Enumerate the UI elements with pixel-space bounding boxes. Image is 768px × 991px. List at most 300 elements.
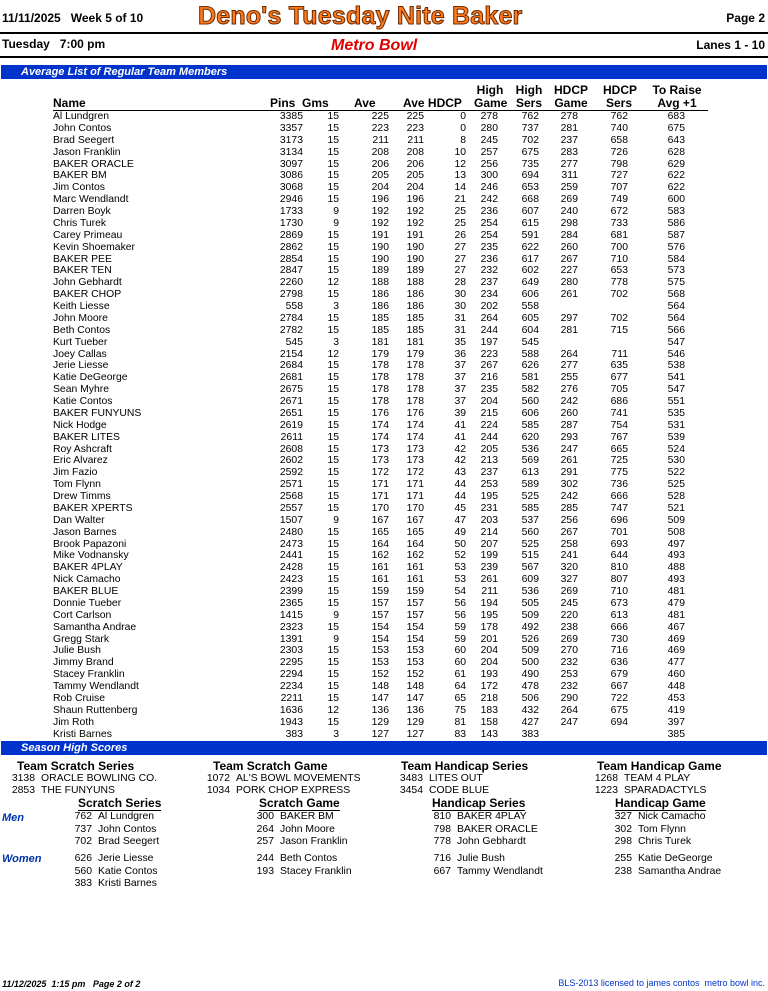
hdcp-series: 658 [610, 134, 628, 146]
games: 15 [327, 122, 339, 134]
hdcp-series: 675 [610, 704, 628, 716]
average: 174 [371, 419, 389, 431]
average: 178 [371, 372, 389, 384]
high-series: 525 [521, 491, 539, 502]
col-hdcp-sers-line2: Sers [605, 96, 633, 110]
pins: 2675 [279, 384, 303, 396]
score: 798 [433, 823, 451, 835]
hdcp-series: 644 [610, 550, 628, 562]
games: 15 [327, 182, 339, 194]
average: 173 [371, 443, 389, 455]
handicap: 30 [454, 301, 466, 312]
bowler-name: Joey Callas [53, 348, 107, 360]
high-game: 244 [480, 431, 498, 443]
to-raise: 469 [667, 633, 685, 645]
to-raise: 675 [667, 122, 685, 134]
handicap: 56 [454, 609, 466, 621]
pins: 2854 [279, 253, 303, 265]
table-row [0, 693, 768, 705]
games: 15 [327, 443, 339, 455]
ave-display: 178 [406, 396, 424, 407]
games: 15 [327, 194, 339, 206]
average: 190 [371, 241, 389, 253]
ave-display: 159 [406, 586, 424, 597]
individual-high-entry [427, 811, 527, 823]
table-row [0, 230, 768, 242]
handicap: 0 [460, 122, 466, 134]
games: 15 [327, 111, 339, 122]
pins: 2365 [279, 597, 303, 609]
high-series: 432 [521, 704, 539, 716]
table-row [0, 610, 768, 622]
games: 15 [327, 360, 339, 372]
bowler-name: John Contos [98, 823, 157, 835]
bowler-name: John Moore [53, 312, 108, 324]
handicap: 31 [454, 324, 466, 336]
average: 162 [371, 550, 389, 562]
average: 170 [371, 502, 389, 514]
high-series: 506 [521, 692, 539, 704]
team-high-entry [10, 773, 157, 785]
to-raise: 385 [667, 728, 685, 740]
hdcp-series: 810 [610, 562, 628, 574]
to-raise: 643 [667, 134, 685, 146]
games: 15 [327, 455, 339, 467]
table-row [0, 147, 768, 159]
bowler-name: Gregg Stark [53, 633, 110, 645]
high-game: 231 [480, 502, 498, 514]
to-raise: 538 [667, 360, 685, 372]
bowler-name: Mike Vodnansky [53, 550, 129, 562]
individual-high-entry [68, 878, 157, 890]
bowler-name: Jason Franklin [53, 146, 121, 158]
high-series: 490 [521, 669, 539, 681]
high-series: 737 [521, 122, 539, 134]
hdcp-game: 270 [560, 645, 578, 657]
handicap: 59 [454, 633, 466, 645]
score: 2853 [11, 785, 35, 796]
high-game: 158 [480, 716, 498, 728]
table-row [0, 206, 768, 218]
pins: 2847 [279, 265, 303, 277]
handicap: 59 [454, 621, 466, 633]
to-raise: 575 [667, 277, 685, 289]
bowler-name: Eric Alvarez [53, 455, 108, 467]
pins: 2684 [279, 360, 303, 372]
high-series: 536 [521, 586, 539, 597]
hdcp-game: 240 [560, 206, 578, 217]
average: 191 [371, 229, 389, 241]
high-series: 606 [521, 407, 539, 419]
hdcp-series: 798 [610, 158, 628, 170]
individual-high-entry [608, 836, 691, 848]
pins: 2651 [279, 407, 303, 419]
hdcp-series: 681 [610, 229, 628, 241]
pins: 2946 [279, 194, 303, 206]
high-series: 607 [521, 206, 539, 217]
high-series: 582 [521, 384, 539, 396]
hdcp-game: 278 [560, 111, 578, 122]
bowler-name: Rob Cruise [53, 692, 105, 704]
high-game: 218 [480, 692, 498, 704]
ave-display: 127 [406, 728, 424, 740]
team-high-title: Team Scratch Game [213, 759, 328, 773]
handicap: 36 [454, 348, 466, 360]
handicap: 30 [454, 289, 466, 301]
handicap: 52 [454, 550, 466, 562]
individual-high-title: Handicap Series [432, 796, 526, 810]
pins: 2480 [279, 526, 303, 538]
to-raise: 583 [667, 206, 685, 217]
bowler-name: Kristi Barnes [53, 728, 112, 740]
average: 161 [371, 562, 389, 574]
handicap: 12 [454, 158, 466, 170]
average: 171 [371, 491, 389, 502]
high-game: 183 [480, 704, 498, 716]
ave-display: 129 [406, 716, 424, 728]
bowler-name: BAKER XPERTS [53, 502, 133, 514]
high-game: 257 [480, 146, 498, 158]
pins: 2862 [279, 241, 303, 253]
games: 15 [327, 502, 339, 514]
games: 15 [327, 669, 339, 681]
high-series: 427 [521, 716, 539, 728]
to-raise: 573 [667, 265, 685, 277]
high-series: 668 [521, 194, 539, 206]
ave-display: 208 [406, 146, 424, 158]
team-high-entry [593, 773, 690, 785]
license-text: BLS-2013 licensed to james contos metro bowl inc. [558, 978, 765, 988]
individual-high-title: Scratch Series [78, 796, 162, 810]
bowler-name: BAKER ORACLE [53, 158, 134, 170]
table-row [0, 705, 768, 717]
hdcp-series: 677 [610, 372, 628, 384]
hdcp-series: 686 [610, 396, 628, 407]
to-raise: 460 [667, 669, 685, 681]
team-high-title: Team Handicap Game [597, 759, 722, 773]
ave-display: 172 [406, 467, 424, 479]
score: 264 [256, 823, 274, 835]
col-pins-gms: Pins Gms [270, 96, 329, 110]
average: 225 [371, 111, 389, 122]
hdcp-game: 242 [560, 396, 578, 407]
ave-display: 154 [406, 633, 424, 645]
high-game: 223 [480, 348, 498, 360]
to-raise: 600 [667, 194, 685, 206]
bowler-name: Tammy Wendlandt [457, 865, 543, 877]
bowler-name: Nick Hodge [53, 419, 107, 431]
high-series: 735 [521, 158, 539, 170]
high-game: 280 [480, 122, 498, 134]
average: 157 [371, 597, 389, 609]
average: 186 [371, 289, 389, 301]
individual-high-entry [250, 866, 352, 878]
average: 185 [371, 312, 389, 324]
to-raise: 509 [667, 514, 685, 526]
bowler-name: Kristi Barnes [98, 878, 157, 889]
games: 15 [327, 657, 339, 669]
handicap: 47 [454, 514, 466, 526]
average: 181 [371, 336, 389, 348]
games: 15 [327, 419, 339, 431]
hdcp-game: 302 [560, 479, 578, 491]
bowler-name: Jason Franklin [280, 836, 348, 847]
to-raise: 481 [667, 586, 685, 597]
col-ave-hdcp: Ave HDCP [403, 96, 462, 110]
ave-display: 211 [407, 134, 424, 146]
average: 205 [371, 170, 389, 182]
games: 15 [327, 324, 339, 336]
high-series: 591 [521, 229, 539, 241]
hdcp-game: 259 [560, 182, 578, 194]
pins: 2602 [279, 455, 303, 467]
pins: 558 [285, 301, 303, 312]
col-high-game-line2: Game [474, 96, 508, 110]
table-row [0, 467, 768, 479]
ave-display: 178 [406, 360, 424, 372]
handicap: 37 [454, 396, 466, 407]
table-row [0, 194, 768, 206]
handicap: 26 [454, 229, 466, 241]
high-game: 235 [480, 241, 498, 253]
games: 15 [327, 253, 339, 265]
bowler-name: Al Lundgren [53, 111, 110, 122]
hdcp-game: 320 [560, 562, 578, 574]
ave-display: 188 [406, 277, 424, 289]
to-raise: 546 [667, 348, 685, 360]
ave-display: 161 [406, 562, 424, 574]
pins: 1733 [279, 206, 303, 217]
high-series: 509 [521, 645, 539, 657]
bowler-name: Chris Turek [53, 217, 107, 229]
high-series: 569 [521, 455, 539, 467]
table-row [0, 396, 768, 408]
hdcp-game: 277 [560, 360, 578, 372]
handicap: 14 [454, 182, 466, 194]
high-series: 525 [521, 538, 539, 550]
table-row [0, 444, 768, 456]
high-game: 143 [480, 728, 498, 740]
pins: 3173 [279, 134, 303, 146]
games: 15 [327, 170, 339, 182]
pins: 1730 [279, 217, 303, 229]
individual-high-entry [608, 866, 721, 878]
games: 9 [333, 609, 339, 621]
bowler-name: Katie Contos [98, 865, 158, 877]
to-raise: 477 [667, 657, 685, 669]
ave-display: 205 [406, 170, 424, 182]
high-game: 264 [480, 312, 498, 324]
hdcp-series: 747 [610, 502, 628, 514]
ave-display: 171 [406, 479, 424, 491]
hdcp-series: 733 [610, 217, 628, 229]
table-row [0, 301, 768, 313]
ave-display: 174 [406, 431, 424, 443]
hdcp-game: 253 [560, 669, 578, 681]
average: 164 [371, 538, 389, 550]
games: 15 [327, 574, 339, 586]
high-series: 585 [521, 419, 539, 431]
high-series: 694 [521, 170, 539, 182]
hdcp-series: 701 [610, 526, 628, 538]
score: 300 [256, 811, 274, 822]
high-game: 204 [480, 396, 498, 407]
ave-display: 174 [406, 419, 424, 431]
to-raise: 541 [667, 372, 685, 384]
pins: 1636 [279, 704, 303, 716]
league-title: Deno's Tuesday Nite Baker [198, 2, 523, 30]
score: 302 [614, 823, 632, 835]
print-stamp: 11/12/2025 1:15 pm Page 2 of 2 [2, 979, 141, 989]
team-name: SPARADACTYLS [624, 785, 707, 796]
average: 167 [371, 514, 389, 526]
handicap: 60 [454, 657, 466, 669]
to-raise: 467 [667, 621, 685, 633]
games: 9 [333, 514, 339, 526]
individual-high-entry [250, 853, 337, 865]
high-game: 216 [480, 372, 498, 384]
high-game: 195 [480, 491, 498, 502]
hdcp-game: 260 [560, 241, 578, 253]
high-series: 500 [521, 657, 539, 669]
table-row [0, 598, 768, 610]
pins: 2619 [279, 419, 303, 431]
handicap: 37 [454, 384, 466, 396]
season-high-banner: Season High Scores [1, 741, 767, 755]
to-raise: 622 [667, 182, 685, 194]
bowler-name: Carey Primeau [53, 229, 123, 241]
games: 15 [327, 312, 339, 324]
hdcp-series: 707 [610, 182, 628, 194]
bowler-name: John Gebhardt [53, 277, 122, 289]
hdcp-game: 327 [560, 574, 578, 586]
average: 147 [371, 692, 389, 704]
average: 129 [371, 716, 389, 728]
table-row [0, 669, 768, 681]
hdcp-game: 269 [560, 586, 578, 597]
pins: 1391 [279, 633, 303, 645]
hdcp-series: 740 [610, 122, 628, 134]
bowler-name: Donnie Tueber [53, 597, 122, 609]
ave-display: 167 [406, 514, 424, 526]
games: 9 [333, 206, 339, 217]
table-row [0, 420, 768, 432]
average: 179 [371, 348, 389, 360]
high-game: 178 [480, 621, 498, 633]
ave-display: 196 [406, 194, 424, 206]
high-series: 653 [521, 182, 539, 194]
average: 171 [371, 479, 389, 491]
hdcp-series: 665 [610, 443, 628, 455]
games: 3 [333, 728, 339, 740]
hdcp-game: 283 [560, 146, 578, 158]
week-text: Week 5 of 10 [70, 11, 144, 25]
bowler-name: Brook Papazoni [53, 538, 127, 550]
pins: 2798 [279, 289, 303, 301]
hdcp-game: 285 [560, 502, 578, 514]
table-row [0, 586, 768, 598]
table-row [0, 289, 768, 301]
bowling-center: Metro Bowl [331, 37, 418, 54]
bowler-name: Nick Camacho [638, 811, 706, 822]
average: 174 [371, 431, 389, 443]
bowler-name: BAKER 4PLAY [457, 811, 527, 822]
average: 172 [371, 467, 389, 479]
individual-high-entry [427, 824, 538, 836]
high-game: 300 [480, 170, 498, 182]
bowler-name: Brad Seegert [53, 134, 115, 146]
bowler-name: BAKER PEE [53, 253, 112, 265]
table-row [0, 527, 768, 539]
hdcp-game: 237 [560, 134, 578, 146]
col-ave: Ave [354, 96, 376, 110]
hdcp-game: 247 [560, 443, 578, 455]
games: 15 [327, 467, 339, 479]
bowler-name: Katie DeGeorge [638, 853, 713, 864]
average: 192 [371, 217, 389, 229]
handicap: 25 [454, 206, 466, 217]
bowler-name: Roy Ashcraft [53, 443, 112, 455]
bowler-name: Tammy Wendlandt [53, 681, 139, 692]
hdcp-game: 293 [560, 431, 578, 443]
high-game: 214 [480, 526, 498, 538]
games: 15 [327, 134, 339, 146]
handicap: 28 [454, 277, 466, 289]
team-high-title: Team Handicap Series [401, 759, 529, 773]
ave-display: 185 [406, 312, 424, 324]
hdcp-game: 245 [560, 597, 578, 609]
high-game: 235 [480, 384, 498, 396]
bowler-name: BAKER FUNYUNS [53, 407, 142, 419]
high-series: 589 [521, 479, 539, 491]
bowler-name: John Moore [280, 823, 335, 835]
high-game: 202 [480, 301, 498, 312]
pins: 2784 [279, 312, 303, 324]
hdcp-series: 696 [610, 514, 628, 526]
games: 12 [327, 277, 339, 289]
hdcp-series: 722 [610, 692, 628, 704]
table-row [0, 681, 768, 693]
col-high-game-line1: High [476, 83, 504, 97]
handicap: 81 [454, 716, 466, 728]
games: 15 [327, 479, 339, 491]
bowler-name: Chris Turek [638, 836, 692, 847]
ave-display: 191 [406, 229, 424, 241]
bowler-name: Tom Flynn [53, 479, 101, 491]
ave-display: 161 [406, 574, 424, 586]
games: 15 [327, 431, 339, 443]
high-series: 762 [521, 111, 539, 122]
pins: 2211 [280, 692, 303, 704]
pins: 1415 [279, 609, 303, 621]
games: 15 [327, 716, 339, 728]
to-raise: 530 [667, 455, 685, 467]
to-raise: 419 [667, 704, 685, 716]
average: 159 [371, 586, 389, 597]
high-series: 602 [521, 265, 539, 277]
average: 189 [371, 265, 389, 277]
score: 1072 [206, 773, 230, 784]
average: 178 [371, 360, 389, 372]
pins: 2234 [279, 681, 303, 692]
ave-display: 185 [406, 324, 424, 336]
team-high-entry [205, 773, 361, 785]
hdcp-series: 711 [611, 348, 628, 360]
table-row [0, 562, 768, 574]
ave-display: 190 [406, 241, 424, 253]
hdcp-series: 754 [610, 419, 628, 431]
average: 206 [371, 158, 389, 170]
